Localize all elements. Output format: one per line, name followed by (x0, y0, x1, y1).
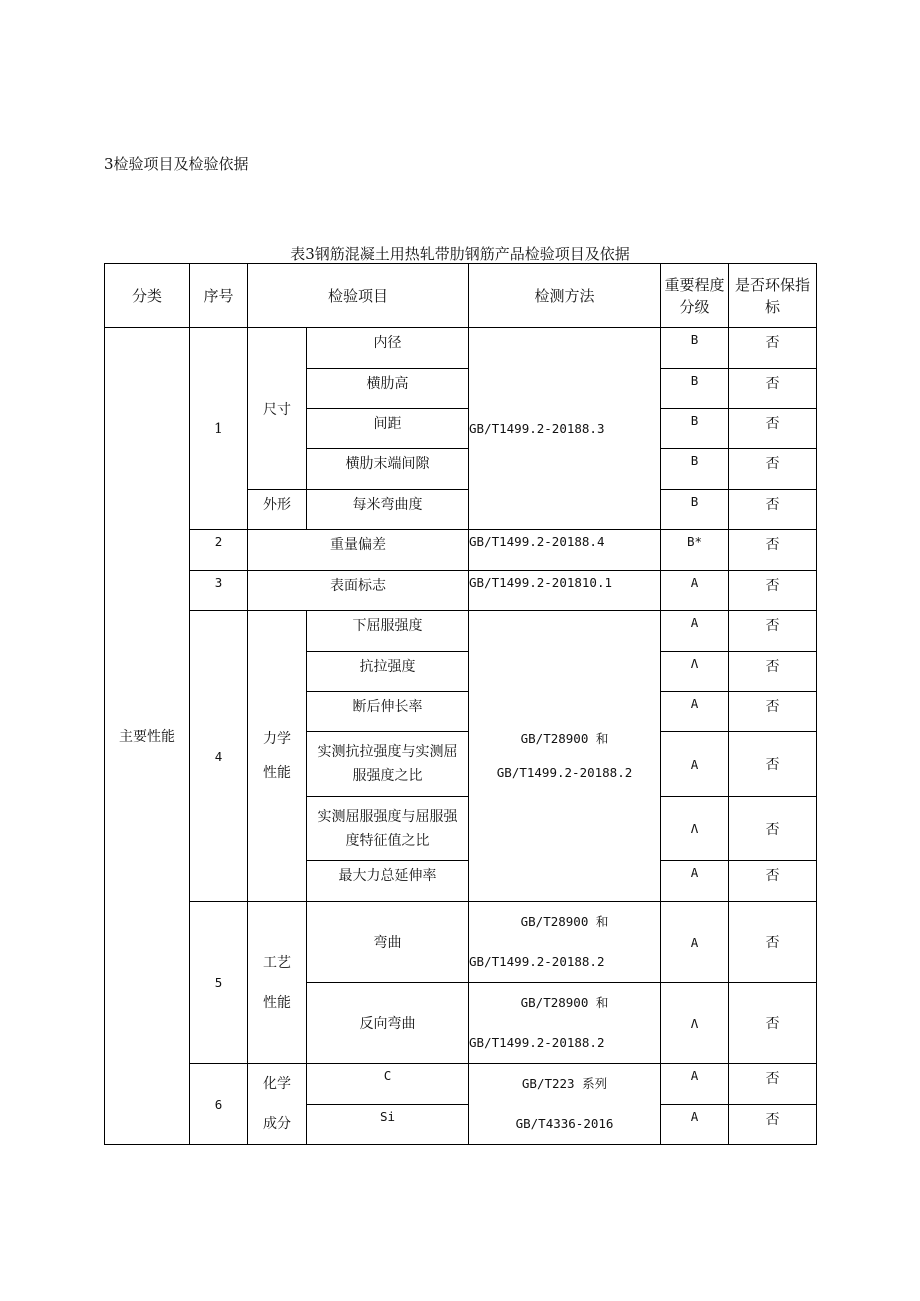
sub-process: 工艺 性能 (248, 902, 307, 1064)
inspection-table (104, 263, 817, 1145)
section-heading: 3检验项目及检验依据 (104, 155, 249, 173)
seq-4: 4 (190, 611, 248, 902)
grade-cell: Λ (661, 797, 729, 861)
item-cell: 表面标志 (248, 571, 469, 611)
item-cell: 断后伸长率 (307, 692, 469, 732)
env-cell: 否 (729, 611, 817, 652)
method-g4: GB/T28900 和 GB/T1499.2-20188.2 (469, 611, 661, 902)
header-row (105, 264, 817, 328)
item-cell: 横肋末端间隙 (307, 449, 469, 490)
method-g3: GB/T1499.2-201810.1 (469, 571, 661, 611)
env-cell: 否 (729, 983, 817, 1064)
method-g2: GB/T1499.2-20188.4 (469, 530, 661, 571)
item-cell: 重量偏差 (248, 530, 469, 571)
item-cell: 每米弯曲度 (307, 490, 469, 530)
env-cell: 否 (729, 571, 817, 611)
env-cell: 否 (729, 530, 817, 571)
sub-chemical: 化学 成分 (248, 1064, 307, 1145)
grade-cell: A (661, 902, 729, 983)
sub-shape: 外形 (248, 490, 307, 530)
grade-cell: A (661, 732, 729, 797)
table-row (105, 530, 817, 571)
table-caption: 表3钢筋混凝土用热轧带肋钢筋产品检验项目及依据 (290, 245, 630, 263)
grade-cell: B (661, 490, 729, 530)
table-row (105, 571, 817, 611)
method-g1: GB/T1499.2-20188.3 (469, 328, 661, 530)
grade-cell: A (661, 1105, 729, 1145)
item-cell: 间距 (307, 409, 469, 449)
grade-cell: B (661, 369, 729, 409)
env-cell: 否 (729, 1105, 817, 1145)
seq-5: 5 (190, 902, 248, 1064)
seq-6: 6 (190, 1064, 248, 1145)
seq-2: 2 (190, 530, 248, 571)
env-cell: 否 (729, 490, 817, 530)
method-cell: GB/T28900 和 GB/T1499.2-20188.2 (469, 983, 661, 1064)
env-cell: 否 (729, 449, 817, 490)
env-cell: 否 (729, 797, 817, 861)
item-cell: 反向弯曲 (307, 983, 469, 1064)
header-method: 检测方法 (469, 264, 661, 328)
item-cell: 弯曲 (307, 902, 469, 983)
grade-cell: A (661, 861, 729, 902)
item-cell: 实测抗拉强度与实测屈 服强度之比 (307, 732, 469, 797)
grade-cell: B (661, 409, 729, 449)
item-cell: 内径 (307, 328, 469, 369)
item-cell: 横肋高 (307, 369, 469, 409)
env-cell: 否 (729, 1064, 817, 1105)
sub-mechanical: 力学 性能 (248, 611, 307, 902)
header-importance: 重要程度 分级 (661, 264, 729, 328)
item-cell: C (307, 1064, 469, 1105)
grade-cell: B* (661, 530, 729, 571)
env-cell: 否 (729, 902, 817, 983)
grade-cell: B (661, 328, 729, 369)
method-cell: GB/T28900 和 GB/T1499.2-20188.2 (469, 902, 661, 983)
item-cell: Si (307, 1105, 469, 1145)
grade-cell: B (661, 449, 729, 490)
method-g6: GB/T223 系列 GB/T4336-2016 (469, 1064, 661, 1145)
header-seq: 序号 (190, 264, 248, 328)
seq-1: 1 (190, 328, 248, 530)
env-cell: 否 (729, 409, 817, 449)
table-row (105, 328, 817, 369)
grade-cell: A (661, 571, 729, 611)
header-item: 检验项目 (248, 264, 469, 328)
item-cell: 最大力总延伸率 (307, 861, 469, 902)
env-cell: 否 (729, 652, 817, 692)
item-cell: 实测屈服强度与屈服强 度特征值之比 (307, 797, 469, 861)
item-cell: 抗拉强度 (307, 652, 469, 692)
env-cell: 否 (729, 692, 817, 732)
header-env: 是否环保指 标 (729, 264, 817, 328)
table-row (105, 1064, 817, 1105)
grade-cell: A (661, 611, 729, 652)
table-row (105, 611, 817, 652)
env-cell: 否 (729, 369, 817, 409)
env-cell: 否 (729, 861, 817, 902)
item-cell: 下屈服强度 (307, 611, 469, 652)
grade-cell: Λ (661, 652, 729, 692)
grade-cell: A (661, 692, 729, 732)
grade-cell: Λ (661, 983, 729, 1064)
table-row (105, 902, 817, 983)
env-cell: 否 (729, 328, 817, 369)
sub-dimension: 尺寸 (248, 328, 307, 490)
main-category-cell: 主要性能 (105, 328, 190, 1145)
header-category: 分类 (105, 264, 190, 328)
seq-3: 3 (190, 571, 248, 611)
env-cell: 否 (729, 732, 817, 797)
grade-cell: A (661, 1064, 729, 1105)
